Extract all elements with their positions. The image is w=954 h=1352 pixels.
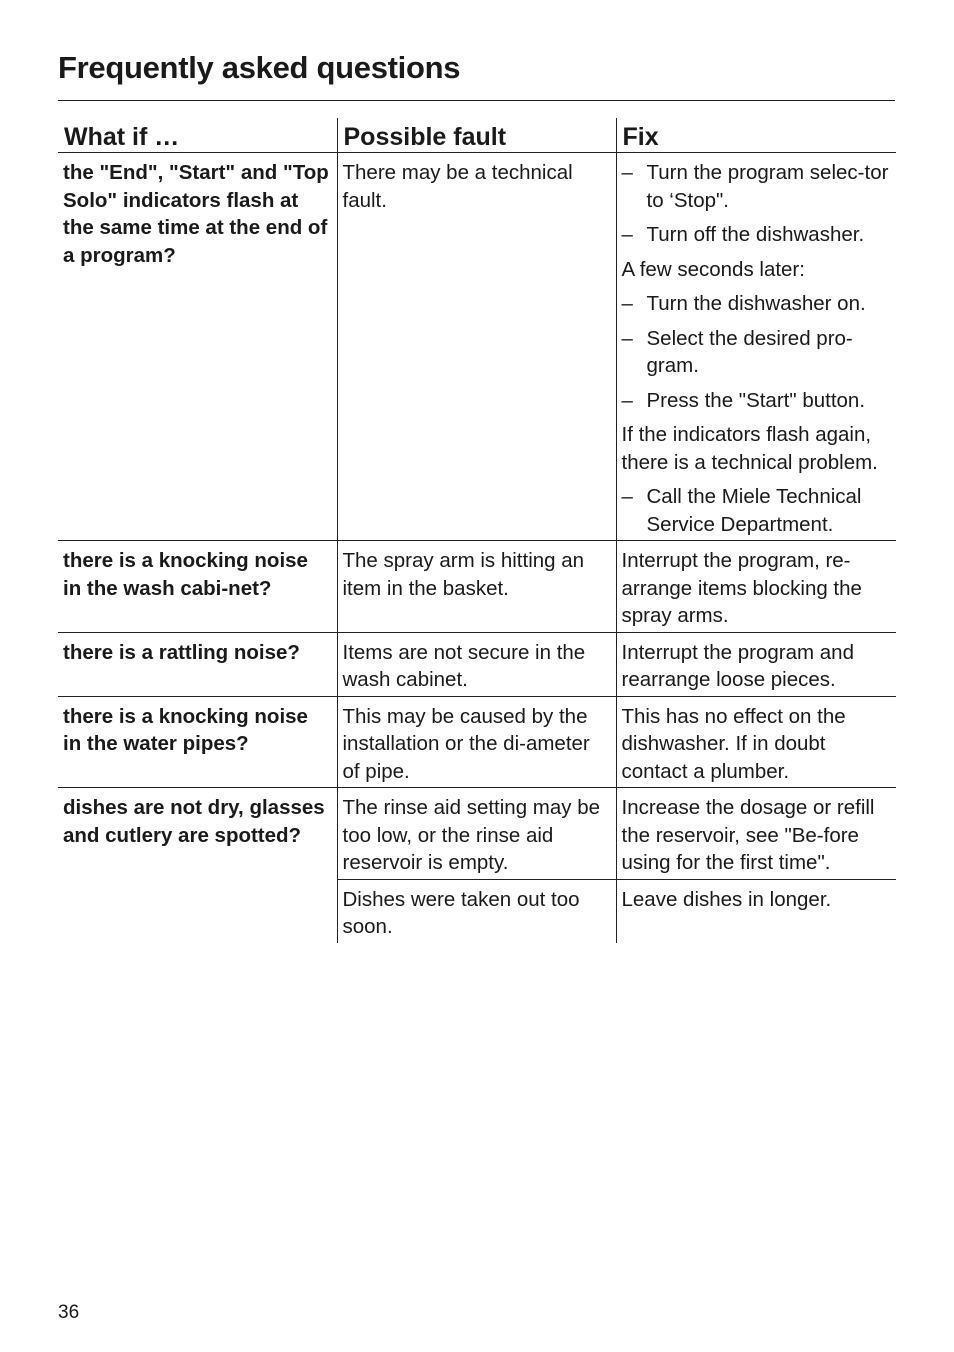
table-header-row bbox=[58, 118, 896, 153]
table-row bbox=[58, 696, 896, 788]
header-fix: Fix bbox=[616, 118, 896, 153]
question-cell: there is a knocking noise in the wash cabi-net? bbox=[58, 541, 337, 633]
fix-cell: Increase the dosage or refill the reservoir, see "Be-fore using for the first time". bbox=[616, 788, 896, 880]
fix-step: – Select the desired pro-gram. bbox=[621, 326, 853, 377]
fix-step: – Turn off the dishwasher. bbox=[621, 223, 865, 246]
fix-note: A few seconds later: bbox=[621, 257, 805, 281]
header-possible-fault: Possible fault bbox=[337, 118, 616, 153]
fix-step: – Turn the program selec-tor to ‘Stop". bbox=[621, 161, 889, 212]
table-row bbox=[58, 541, 896, 633]
table-row bbox=[58, 788, 896, 880]
fault-cell: This may be caused by the installation or the di-ameter of pipe. bbox=[337, 696, 616, 788]
table-row bbox=[58, 632, 896, 696]
page-number: 36 bbox=[58, 1302, 80, 1323]
fault-cell: Items are not secure in the wash cabinet. bbox=[337, 632, 616, 696]
fix-note: If the indicators flash again, there is a technical problem. bbox=[621, 423, 878, 474]
fault-cell: Dishes were taken out too soon. bbox=[337, 879, 616, 943]
question-cell: dishes are not dry, glasses and cutlery are spotted? bbox=[63, 796, 325, 847]
faq-table bbox=[58, 118, 896, 943]
fix-cell: Interrupt the program and rearrange loose pieces. bbox=[616, 632, 896, 696]
question-cell: there is a knocking noise in the water pipes? bbox=[58, 696, 337, 788]
fix-cell bbox=[616, 153, 896, 541]
fix-cell: This has no effect on the dishwasher. If in doubt contact a plumber. bbox=[616, 696, 896, 788]
fault-cell: The rinse aid setting may be too low, or the rinse aid reservoir is empty. bbox=[337, 788, 616, 880]
question-cell: the "End", "Start" and "Top Solo" indicators flash at the same time at the end of a program? bbox=[58, 153, 337, 541]
fix-cell: Leave dishes in longer. bbox=[616, 879, 896, 943]
fault-cell: The spray arm is hitting an item in the basket. bbox=[337, 541, 616, 633]
fix-step: – Press the "Start" button. bbox=[621, 388, 866, 412]
table-row bbox=[58, 153, 896, 541]
fix-step: – Turn the dishwasher on. bbox=[621, 292, 866, 315]
header-what-if: What if … bbox=[58, 118, 337, 153]
title-divider bbox=[58, 100, 895, 101]
fix-cell: Interrupt the program, re-arrange items blocking the spray arms. bbox=[616, 541, 896, 633]
question-cell: there is a rattling noise? bbox=[58, 632, 337, 696]
fix-step: – Call the Miele Technical Service Department. bbox=[621, 485, 862, 536]
fault-cell: There may be a technical fault. bbox=[337, 153, 616, 541]
page-title: Frequently asked questions bbox=[58, 50, 461, 85]
